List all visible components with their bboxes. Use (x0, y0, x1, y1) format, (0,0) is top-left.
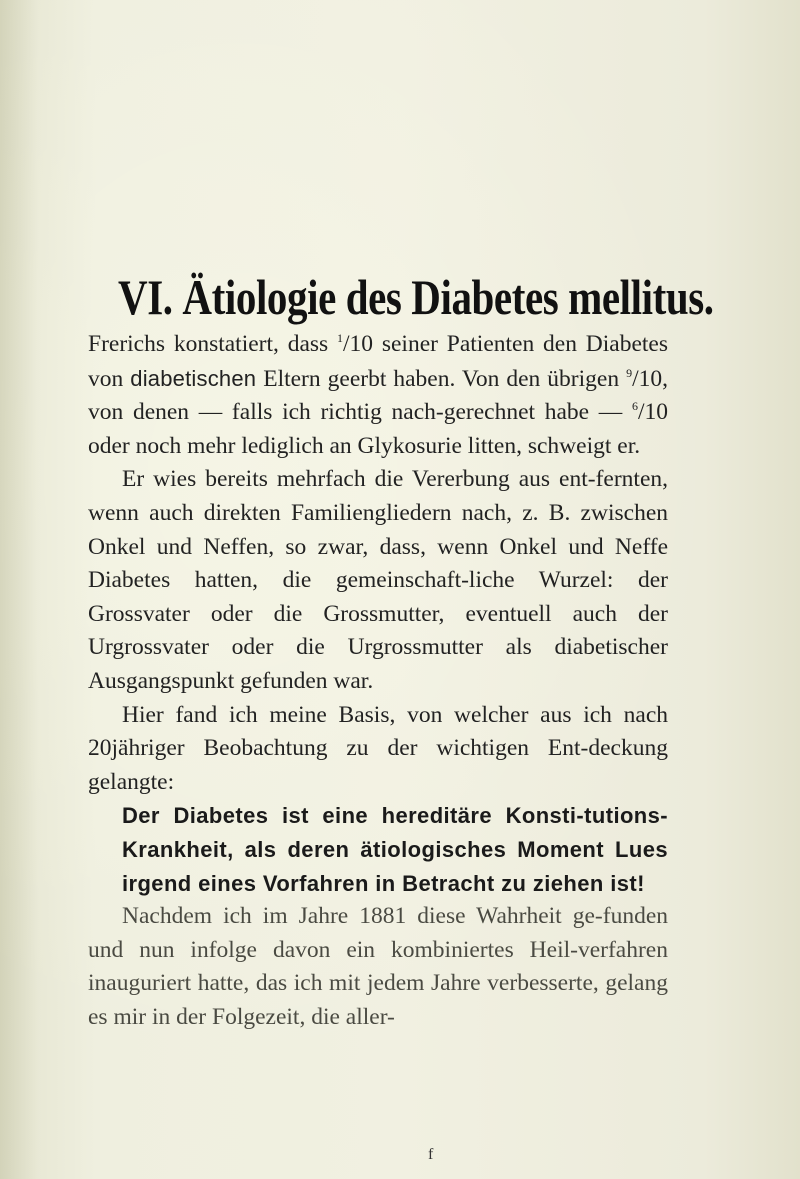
emphasized-word: diabetischen (130, 365, 257, 391)
paragraph-5: Nachdem ich im Jahre 1881 diese Wahrheit ge-funden und nun infolge davon ein kombiniertes Heil-verfahren inauguriert hatte, das ich mit jedem Jahre verbesserte, gelang es mir in der Folgezeit, die aller- (88, 903, 668, 1030)
fraction-2-numerator: 9 (626, 365, 633, 380)
paragraph-1-text-e: oder noch mehr lediglich an Glykosurie litten, schweigt er. (88, 432, 641, 459)
paragraph-1-text-a: Frerichs konstatiert, dass (88, 331, 337, 357)
paragraph-3: Hier fand ich meine Basis, von welcher aus ich nach 20jähriger Beobachtung zu der wichtigen Ent-deckung gelangte: (88, 701, 668, 795)
paragraph-1 (88, 328, 668, 463)
fraction-2-denominator: /10 (632, 365, 663, 392)
paragraph-1-text-c: Eltern geerbt haben. Von den übrigen (256, 365, 627, 392)
fraction-1-denominator: /10 (343, 331, 374, 357)
fraction-3-numerator: 6 (631, 399, 638, 414)
fraction-1-numerator: 1 (337, 331, 343, 345)
body-text (88, 328, 668, 1034)
paragraph-2: Er wies bereits mehrfach die Vererbung aus ent-fernten, wenn auch direkten Familiengliedern nach, z. B. zwischen Onkel und Neffen, so zwar, dass, wenn Onkel und Neffe Diabetes hatten, die gemeinschaft-liche Wurzel: der Grossvater oder die Grossmutter, eventuell auch der Urgrossvater oder die Urgrossmutter als diabetischer Ausgangspunkt gefunden war. (88, 466, 668, 694)
fraction-3-denominator: /10 (637, 399, 668, 426)
paragraph-1-text-d: , von denen — falls ich richtig nach-gerechnet habe — (88, 365, 669, 426)
paragraph-1-text-b: seiner Patienten den Diabetes von (88, 331, 668, 392)
chapter-heading: VI. Ätiologie des Diabetes mellitus. (118, 269, 714, 325)
footer-mark: f (428, 1146, 434, 1163)
thesis-statement: Der Diabetes ist eine hereditäre Konsti-tutions-Krankheit, als deren ätiologisches Moment Lues irgend eines Vorfahren in Betracht zu ziehen ist! (122, 803, 668, 896)
